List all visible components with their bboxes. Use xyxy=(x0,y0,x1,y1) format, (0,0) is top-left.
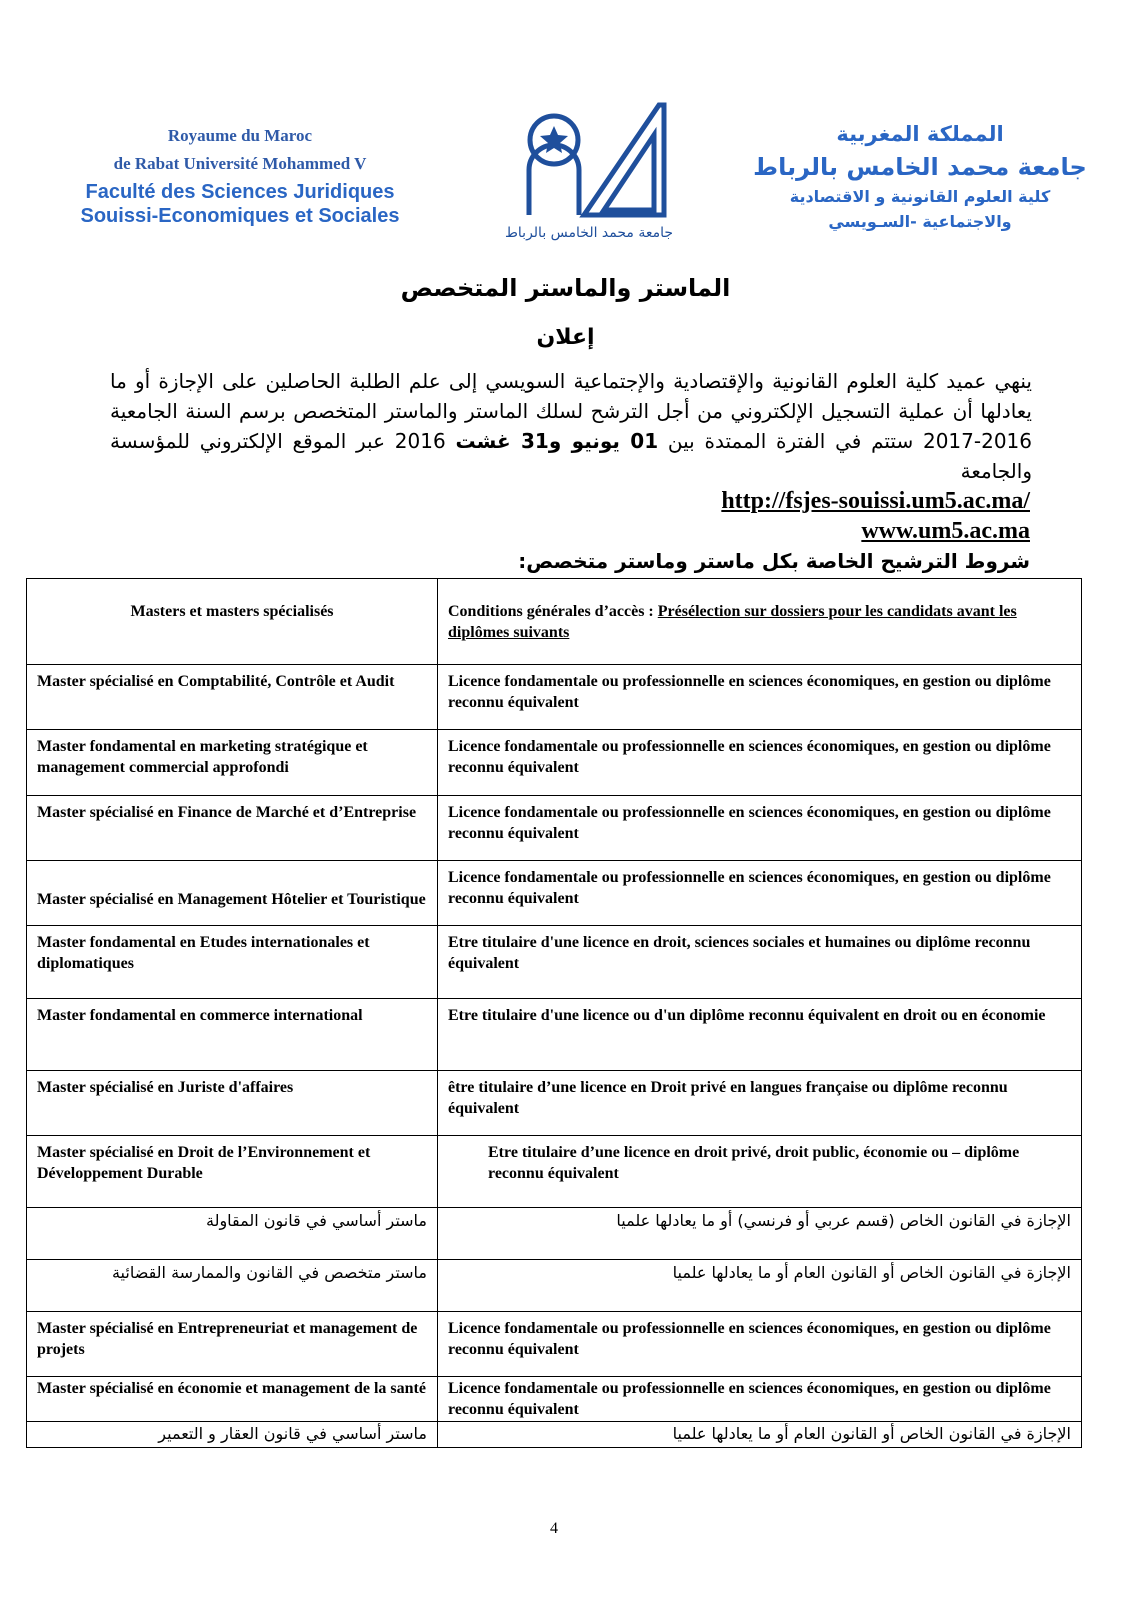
header-left-line2: de Rabat Université Mohammed V xyxy=(113,154,367,173)
conditions-cell: Etre titulaire d'une licence en droit, sciences sociales et humaines ou diplôme reconnu équivalent xyxy=(438,926,1082,999)
header-conditions-label: Conditions générales d’accès : xyxy=(448,603,658,620)
university-website-link[interactable]: www.um5.ac.ma xyxy=(861,518,1030,544)
master-cell: Master fondamental en commerce international xyxy=(27,999,438,1071)
conditions-cell: être titulaire d’une licence en Droit privé en langues française ou diplôme reconnu équivalent xyxy=(438,1071,1082,1136)
master-cell: ماستر أساسي في قانون المقاولة xyxy=(27,1208,438,1260)
header-right-line4: والاجتماعية -السـويسي xyxy=(828,212,1012,231)
master-cell: Master fondamental en Etudes internationales et diplomatiques xyxy=(27,926,438,999)
master-cell: Master spécialisé en Management Hôtelier et Touristique xyxy=(27,861,438,926)
master-cell: ماستر متخصص في القانون والممارسة القضائية xyxy=(27,1260,438,1312)
table-row xyxy=(27,1136,1082,1208)
header-right-line1: المملكة المغربية xyxy=(836,122,1004,146)
masters-table xyxy=(26,578,1082,1448)
table-row xyxy=(27,1377,1082,1422)
paragraph-text: ينهي عميد كلية العلوم القانونية والإقتصادية والإجتماعية السويسي إلى علم الطلبة الحاصلين على الإجازة أو ما يعادلها أن عملية التسجيل الإلكتروني من أجل الترشح لسلك الماستر والماستر المتخصص برسم السنة الجامعية 2016-2017 ستتم في الفترة الممتدة بين xyxy=(110,369,1032,453)
master-cell: Master fondamental en marketing stratégique et management commercial approfondi xyxy=(27,730,438,796)
table-row xyxy=(27,665,1082,730)
master-cell: Master spécialisé en Droit de l’Environnement et Développement Durable xyxy=(27,1136,438,1208)
faculty-website-link[interactable]: http://fsjes-souissi.um5.ac.ma/ xyxy=(721,488,1030,514)
header-left-line1: Royaume du Maroc xyxy=(167,126,313,145)
header-right xyxy=(740,118,1100,234)
conditions-cell: Etre titulaire d'une licence ou d'un diplôme reconnu équivalent en droit ou en économie xyxy=(438,999,1082,1071)
table-row xyxy=(27,1208,1082,1260)
table-row xyxy=(27,1422,1082,1448)
header-left-line3: Faculté des Sciences Juridiques xyxy=(85,181,395,203)
paragraph-dates: 01 يونيو و31 غشت xyxy=(455,429,659,453)
university-logo xyxy=(484,100,694,240)
table-row xyxy=(27,999,1082,1071)
header-conditions-detail: Présélection sur dossiers pour les candidats avant les diplômes suivants xyxy=(448,603,1017,641)
master-cell: Master spécialisé en Juriste d'affaires xyxy=(27,1071,438,1136)
logo-caption: جامعة محمد الخامس بالرباط xyxy=(504,225,674,241)
page-number: 4 xyxy=(550,1520,558,1537)
document-body xyxy=(26,366,1082,1578)
header-left xyxy=(60,122,420,228)
table-row xyxy=(27,1071,1082,1136)
conditions-cell: Licence fondamentale ou professionnelle en sciences économiques, en gestion ou diplôme reconnu équivalent xyxy=(438,1312,1082,1377)
table-header-row xyxy=(27,579,1082,665)
conditions-heading: شروط الترشيح الخاصة بكل ماستر وماستر متخصص: xyxy=(518,549,1030,573)
master-cell: Master spécialisé en économie et management de la santé xyxy=(27,1377,438,1422)
announcement-paragraph xyxy=(110,366,1032,486)
conditions-cell: Licence fondamentale ou professionnelle en sciences économiques, en gestion ou diplôme reconnu équivalent xyxy=(438,796,1082,861)
header-masters: Masters et masters spécialisés xyxy=(27,579,438,665)
logo-emblem-icon xyxy=(484,100,694,220)
conditions-cell: Licence fondamentale ou professionnelle en sciences économiques, en gestion ou diplôme reconnu équivalent xyxy=(438,665,1082,730)
table-row xyxy=(27,861,1082,926)
header-conditions xyxy=(438,579,1082,665)
conditions-cell: الإجازة في القانون الخاص أو القانون العام أو ما يعادلها علميا xyxy=(438,1422,1082,1448)
conditions-cell: الإجازة في القانون الخاص أو القانون العام أو ما يعادلها علميا xyxy=(438,1260,1082,1312)
conditions-cell: Licence fondamentale ou professionnelle en sciences économiques, en gestion ou diplôme reconnu équivalent xyxy=(438,730,1082,796)
announcement-heading: إعلان xyxy=(536,325,595,350)
master-cell: Master spécialisé en Entrepreneuriat et management de projets xyxy=(27,1312,438,1377)
page-title: الماستر والماستر المتخصص xyxy=(400,274,731,302)
table-row xyxy=(27,1312,1082,1377)
master-cell: Master spécialisé en Finance de Marché et d’Entreprise xyxy=(27,796,438,861)
conditions-cell: Licence fondamentale ou professionnelle en sciences économiques, en gestion ou diplôme reconnu équivalent xyxy=(438,861,1082,926)
header-left-line4: Souissi-Economiques et Sociales xyxy=(80,205,400,227)
header-right-line3: كلية العلوم القانونية و الاقتصادية xyxy=(789,187,1051,206)
table-row xyxy=(27,926,1082,999)
master-cell: Master spécialisé en Comptabilité, Contrôle et Audit xyxy=(27,665,438,730)
table-row xyxy=(27,730,1082,796)
table-row xyxy=(27,1260,1082,1312)
table-row xyxy=(27,796,1082,861)
master-cell: ماستر أساسي في قانون العقار و التعمير xyxy=(27,1422,438,1448)
header-right-line2: جامعة محمد الخامس بالرباط xyxy=(753,153,1087,181)
conditions-cell: Etre titulaire d’une licence en droit privé, droit public, économie ou – diplôme reconnu équivalent xyxy=(438,1136,1082,1208)
conditions-cell: Licence fondamentale ou professionnelle en sciences économiques, en gestion ou diplôme reconnu équivalent xyxy=(438,1377,1082,1422)
paragraph-text-end: 2016 عبر الموقع الإلكتروني للمؤسسة والجامعة xyxy=(110,429,1032,483)
conditions-cell: الإجازة في القانون الخاص (قسم عربي أو فرنسي) أو ما يعادلها علميا xyxy=(438,1208,1082,1260)
